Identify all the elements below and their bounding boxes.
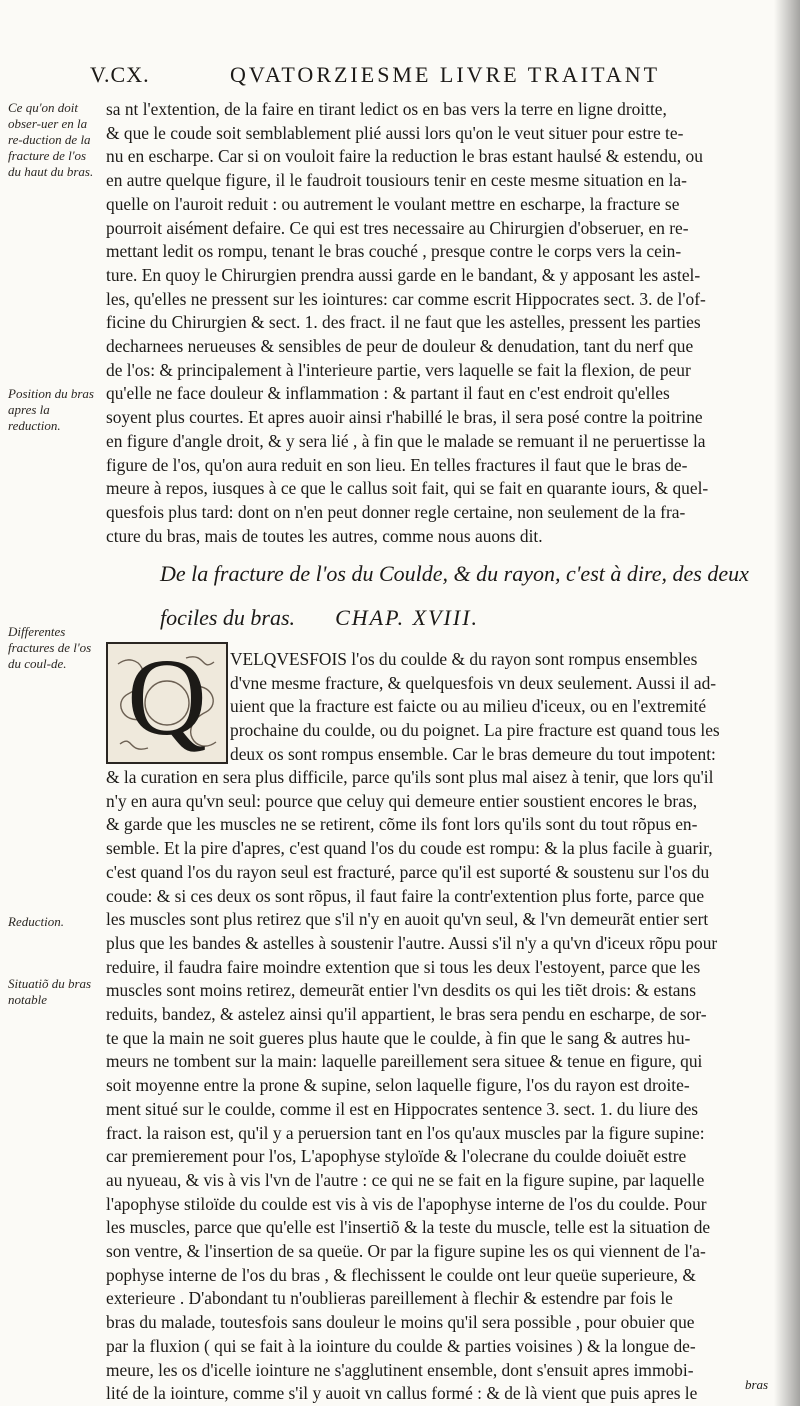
text-line: c'est quand l'os du rayon seul est fracturé, parce qu'il est suporté & soustenu sur l'os du bbox=[106, 861, 710, 882]
chapter-title-line-2-text: fociles du bras. bbox=[160, 605, 296, 630]
text-line: de l'os: & principalement à l'interieure partie, vers laquelle se fait la flexion, de peur bbox=[106, 359, 691, 380]
margin-note-reduction-obseruer: Ce qu'on doit obser-uer en la re-duction de la fracture de l'os du haut du bras. bbox=[8, 100, 94, 179]
text-line: lité de la iointure, comme s'il y auoit vn callus formé : & de là vient que puis apres le bbox=[106, 1383, 698, 1404]
text-line: son ventre, & l'insertion de sa queüe. Or par la figure supine les os qui viennent de l'a- bbox=[106, 1241, 706, 1262]
text-line: figure de l'os, qu'on aura reduit en son lieu. En telles fractures il faut que le bras de- bbox=[106, 454, 688, 475]
text-line: sa nt l'extention, de la faire en tirant ledict os en bas vers la terre en ligne droitte, bbox=[106, 99, 667, 119]
chapter-number: CHAP. XVIII. bbox=[335, 605, 480, 630]
text-line: car premierement pour l'os, L'apophyse styloïde & l'olecrane du coulde doiuẽt estre bbox=[106, 1146, 687, 1167]
text-line: quesfois plus tard: dont on n'en peut donner regle certaine, non seulement de la fra- bbox=[106, 501, 686, 522]
text-line: en figure d'angle droit, & y sera lié , à fin que le malade se remuant il ne peruertisse la bbox=[106, 430, 706, 451]
text-line: reduire, il faudra faire moindre extention que si tous les deux l'estoyent, parce que les bbox=[106, 956, 701, 977]
text-line: pourroit aisément defaire. Ce qui est tres necessaire au Chirurgien d'obseruer, en re- bbox=[106, 217, 689, 238]
text-line: & garde que les muscles ne se retirent, cõme ils font lors qu'ils sont du tout rõpus en- bbox=[106, 814, 698, 835]
text-line: quelle on l'auroit reduit : ou autrement le voulant mettre en escharpe, la fracture se bbox=[106, 193, 680, 214]
text-line: ment situé sur le coulde, comme il est en Hippocrates sentence 3. sect. 1. du liure des bbox=[106, 1098, 699, 1119]
text-line: plus que les bandes & astelles à soustenir l'autre. Aussi s'il n'y a qu'vn d'iceux rõpu pour bbox=[106, 932, 718, 953]
drop-cap bbox=[106, 636, 228, 764]
text-line: meure à repos, iusques à ce que le callus soit fait, qui se fait en quarante iours, & quel- bbox=[106, 478, 709, 499]
chapter-title-line-2 bbox=[160, 596, 780, 640]
text-line: soit moyenne entre la prone & supine, selon laquelle figure, l'os du rayon est droite- bbox=[106, 1075, 690, 1096]
text-line: decharnees nerueuses & sensibles de peur de douleur & denudation, tant du nerf que bbox=[106, 336, 694, 357]
margin-note-differentes-fractures: Differentes fractures de l'os du coul-de. bbox=[8, 624, 92, 671]
margin-note-situation-bras: Situatiõ du bras notable bbox=[8, 976, 92, 1007]
text-line: par la fluxion ( qui se fait à la iointure du coulde & parties voisines ) & la longue de- bbox=[106, 1335, 696, 1356]
drop-cap-letter: Q bbox=[127, 636, 207, 758]
text-line: deux os sont rompus ensemble. Car le bras demeure du tout impotent: bbox=[230, 743, 716, 764]
page-header bbox=[90, 62, 780, 90]
text-line: cture du bras, mais de toutes les autres, comme nous auons dit. bbox=[106, 525, 543, 546]
running-title: QVATORZIESME LIVRE TRAITANT bbox=[230, 62, 661, 87]
text-line: meurs ne tombent sur la main: laquelle pareillement sera situee & tenue en figure, qui bbox=[106, 1051, 703, 1072]
text-line: n'y en aura qu'vn seul: pource que celuy qui demeure entier soustient encores le bras, bbox=[106, 790, 698, 811]
text-line: mettant ledit os rompu, tenant le bras couché , presque contre le corps vers la cein- bbox=[106, 241, 682, 262]
paragraph-2-opening bbox=[230, 648, 766, 767]
text-line: les, qu'elles ne pressent sur les iointures: car comme escrit Hippocrates sect. 3. de l'of- bbox=[106, 288, 706, 309]
chapter-title-line-1: De la fracture de l'os du Coulde, & du rayon, c'est à dire, des deux bbox=[160, 561, 749, 586]
text-line: ture. En quoy le Chirurgien prendra aussi garde en le bandant, & y apposant les astel- bbox=[106, 264, 701, 285]
text-line: au nyueau, & vis à vis l'vn de l'autre : ce qui ne se fait en la figure supine, par laquelle bbox=[106, 1169, 705, 1190]
catchword: bras bbox=[745, 1377, 769, 1392]
text-line: nu en escharpe. Car si on vouloit faire la reduction le bras estant haulsé & estendu, ou bbox=[106, 146, 703, 167]
text-line: uient que la fracture est faicte ou au milieu d'iceux, ou en l'extremité bbox=[230, 696, 707, 717]
text-line: coude: & si ces deux os sont rõpus, il faut faire la contr'extention plus forte, parce que bbox=[106, 885, 705, 906]
text-line: & la curation en sera plus difficile, parce qu'ils sont plus mal aisez à tenir, que lors qu'il bbox=[106, 767, 714, 787]
text-line: semble. Et la pire d'apres, c'est quand l'os du coude est rompu: & la plus facile à guarir, bbox=[106, 838, 713, 859]
text-line: & que le coude soit semblablement plié aussi lors qu'on le veut situer pour estre te- bbox=[106, 122, 684, 143]
paragraph-2 bbox=[106, 766, 769, 1406]
folio-number: V.CX. bbox=[90, 62, 150, 87]
text-line: muscles sont moins retirez, demeurãt entier l'vn desdits os qui les tiẽt drois: & estans bbox=[106, 980, 696, 1001]
text-line: exterieure . D'abondant tu n'oublieras pareillement à flechir & estendre par fois le bbox=[106, 1288, 673, 1309]
text-line: d'vne mesme fracture, & quelquesfois vn deux seulement. Aussi il ad- bbox=[230, 672, 717, 693]
text-line: soyent plus courtes. Et apres auoir ainsi r'habillé le bras, il sera posé contre la poitrine bbox=[106, 407, 703, 428]
text-line: les muscles, parce que qu'elle est l'insertiõ & la teste du muscle, telle est la situation de bbox=[106, 1217, 711, 1238]
text-line: meure, les os d'icelle iointure ne s'agglutinent ensemble, dont s'ensuit apres immobi- bbox=[106, 1359, 694, 1380]
text-line: en autre quelque figure, il le faudroit tousiours tenir en ceste mesme situation en la- bbox=[106, 170, 687, 191]
text-line: VELQVESFOIS l'os du coulde & du rayon sont rompus ensembles bbox=[230, 649, 698, 669]
chapter-heading bbox=[160, 552, 780, 640]
text-line: ficine du Chirurgien & sect. 1. des fract. il ne faut que les astelles, pressent les parties bbox=[106, 312, 701, 333]
margin-note-position-bras: Position du bras apres la reduction. bbox=[8, 386, 94, 433]
text-line: prochaine du coulde, ou du poignet. La pire fracture est quand tous les bbox=[230, 720, 720, 741]
page-gutter-shadow bbox=[774, 0, 800, 1406]
text-line: qu'elle ne face douleur & inflammation : & partant il faut en c'est endroit qu'elles bbox=[106, 383, 670, 404]
text-line: l'apophyse stiloïde du coulde est vis à vis de l'apophyse interne de l'os du coulde. Pour bbox=[106, 1193, 707, 1214]
text-line: reduits, bandez, & astelez ainsi qu'il appartient, le bras sera pendu en escharpe, de sor- bbox=[106, 1004, 707, 1025]
text-line: te que la main ne soit gueres plus haute que le coulde, à fin que le sang & autres hu- bbox=[106, 1027, 691, 1048]
margin-note-reduction: Reduction. bbox=[8, 914, 64, 929]
text-line: bras du malade, toutesfois sans douleur le moins qu'il sera possible , pour obuier que bbox=[106, 1312, 695, 1333]
text-line: les muscles sont plus retirez que s'il n'y en auoit qu'vn seul, & l'vn demeurãt entier sert bbox=[106, 909, 709, 930]
paragraph-1 bbox=[106, 98, 766, 548]
text-line: pophyse interne de l'os du bras , & flechissent le coulde ont leur queüe superieure, & bbox=[106, 1264, 696, 1285]
text-line: fract. la raison est, qu'il y a peruersion tant en l'os qu'aux muscles par la figure supine: bbox=[106, 1122, 705, 1143]
